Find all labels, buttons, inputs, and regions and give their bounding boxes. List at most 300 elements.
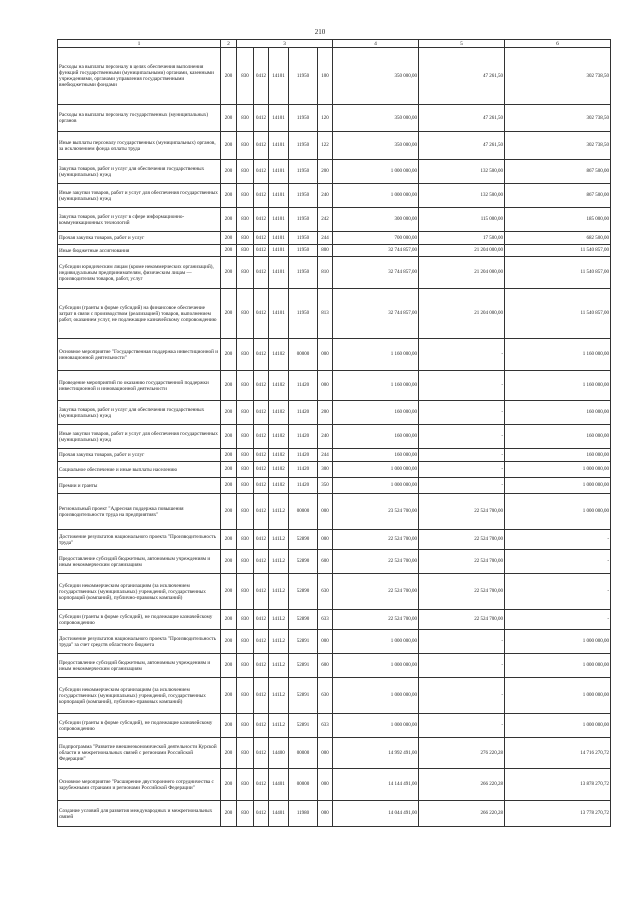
row-code-c3: 0412 (254, 449, 269, 462)
row-code-c6: 800 (318, 245, 333, 257)
row-code-c4: 141L2 (269, 574, 289, 610)
row-code-c6: 600 (318, 654, 333, 678)
row-code-c6: 240 (318, 425, 333, 449)
row-code-c2: 830 (237, 232, 254, 245)
row-code-c6: 100 (318, 48, 333, 105)
row-code-c4: 14102 (269, 462, 289, 478)
row-code-c4: 14101 (269, 48, 289, 105)
row-code-c1: 200 (221, 184, 237, 208)
row-code-c3: 0412 (254, 401, 269, 425)
row-amount-v1: 22 524 700,00 (333, 550, 419, 574)
row-code-c2: 830 (237, 462, 254, 478)
row-code-c1: 200 (221, 257, 237, 289)
row-code-c4: 14102 (269, 478, 289, 494)
row-code-c2: 830 (237, 371, 254, 401)
row-amount-v3: 160 000,00 (505, 401, 611, 425)
row-code-c6: 300 (318, 462, 333, 478)
row-code-c5: 52890 (289, 610, 318, 630)
row-name: Субсидии (гранты в форме субсидий), не подлежащие казначейскому сопровождению (58, 714, 221, 738)
row-name: Расходы на выплаты персоналу в целях обеспечения выполнения функций государственными (муниципальными) органами, казенными учреждениями, органами управления государственными внебюджетными фондами (58, 48, 221, 105)
row-code-c5: 00000 (289, 494, 318, 530)
row-amount-v1: 1 000 000,00 (333, 462, 419, 478)
row-code-c1: 200 (221, 208, 237, 232)
row-amount-v1: 22 524 700,00 (333, 530, 419, 550)
row-code-c3: 0412 (254, 425, 269, 449)
row-amount-v1: 14 144 491,00 (333, 769, 419, 801)
row-amount-v3: 13 878 270,72 (505, 769, 611, 801)
table-row (58, 371, 611, 401)
row-name: Иные закупки товаров, работ и услуг для обеспечения государственных (муниципальных) нужд (58, 425, 221, 449)
row-name: Премии и гранты (58, 478, 221, 494)
row-code-c5: 11950 (289, 232, 318, 245)
row-code-c6: 200 (318, 401, 333, 425)
row-code-c5: 00000 (289, 738, 318, 769)
row-code-c5: 11980 (289, 801, 318, 827)
row-name: Социальное обеспечение и иные выплаты населению (58, 462, 221, 478)
row-amount-v2: - (419, 449, 505, 462)
row-code-c3: 0412 (254, 257, 269, 289)
table-row (58, 550, 611, 574)
row-code-c5: 11950 (289, 257, 318, 289)
row-code-c1: 200 (221, 232, 237, 245)
row-amount-v3: 160 000,00 (505, 449, 611, 462)
row-name: Субсидии (гранты в форме субсидий), не подлежащие казначейскому сопровождению (58, 610, 221, 630)
row-code-c4: 14101 (269, 208, 289, 232)
row-amount-v3: 1 000 000,00 (505, 630, 611, 654)
row-amount-v3: 302 738,50 (505, 48, 611, 105)
row-code-c4: 14400 (269, 738, 289, 769)
row-code-c4: 141L2 (269, 610, 289, 630)
row-code-c1: 200 (221, 462, 237, 478)
row-amount-v3: 867 500,00 (505, 184, 611, 208)
row-code-c3: 0412 (254, 769, 269, 801)
row-amount-v2: 47 261,50 (419, 132, 505, 160)
row-code-c6: 000 (318, 738, 333, 769)
row-name: Иные выплаты персоналу государственных (муниципальных) органов, за исключением фонда оплаты труда (58, 132, 221, 160)
row-code-c1: 200 (221, 339, 237, 371)
row-code-c4: 14101 (269, 289, 289, 339)
table-row (58, 184, 611, 208)
row-code-c1: 200 (221, 574, 237, 610)
row-amount-v1: 350 000,00 (333, 48, 419, 105)
row-code-c5: 11420 (289, 462, 318, 478)
table-row (58, 257, 611, 289)
row-code-c4: 141L2 (269, 714, 289, 738)
row-code-c3: 0412 (254, 289, 269, 339)
row-amount-v3: 867 500,00 (505, 160, 611, 184)
row-code-c4: 14101 (269, 245, 289, 257)
row-amount-v1: 32 744 857,00 (333, 257, 419, 289)
row-amount-v2: 21 204 000,00 (419, 245, 505, 257)
row-code-c6: 633 (318, 714, 333, 738)
row-code-c4: 14102 (269, 425, 289, 449)
row-code-c5: 52890 (289, 550, 318, 574)
row-amount-v1: 350 000,00 (333, 132, 419, 160)
row-amount-v3: 682 500,00 (505, 232, 611, 245)
row-code-c5: 11950 (289, 289, 318, 339)
row-code-c2: 830 (237, 160, 254, 184)
row-name: Субсидии некоммерческим организациям (за исключением государственных (муниципальных) учреждений, государственных корпораций (компаний), публично-правовых компаний) (58, 678, 221, 714)
row-name: Иные закупки товаров, работ и услуг для обеспечения государственных (муниципальных) нужд (58, 184, 221, 208)
row-amount-v2: 21 204 000,00 (419, 289, 505, 339)
table-row (58, 289, 611, 339)
row-code-c6: 000 (318, 530, 333, 550)
row-code-c2: 830 (237, 245, 254, 257)
row-code-c3: 0412 (254, 530, 269, 550)
row-code-c2: 830 (237, 48, 254, 105)
row-amount-v2: - (419, 462, 505, 478)
row-code-c3: 0412 (254, 462, 269, 478)
row-code-c3: 0412 (254, 610, 269, 630)
row-code-c2: 830 (237, 654, 254, 678)
row-code-c5: 11950 (289, 160, 318, 184)
row-code-c6: 810 (318, 257, 333, 289)
row-code-c6: 200 (318, 160, 333, 184)
row-code-c3: 0412 (254, 738, 269, 769)
row-code-c6: 244 (318, 232, 333, 245)
row-amount-v1: 160 000,00 (333, 425, 419, 449)
row-code-c2: 830 (237, 184, 254, 208)
row-amount-v1: 1 000 000,00 (333, 630, 419, 654)
row-code-c3: 0412 (254, 208, 269, 232)
row-amount-v2: 266 220,28 (419, 769, 505, 801)
row-amount-v2: 21 204 000,00 (419, 257, 505, 289)
row-amount-v1: 32 744 857,00 (333, 245, 419, 257)
row-name: Закупка товаров, работ и услуг в сфере информационно-коммуникационных технологий (58, 208, 221, 232)
table-row (58, 105, 611, 132)
table-row (58, 738, 611, 769)
table-row (58, 160, 611, 184)
row-code-c1: 200 (221, 714, 237, 738)
row-code-c2: 830 (237, 401, 254, 425)
row-amount-v3: 11 540 857,00 (505, 289, 611, 339)
row-amount-v1: 1 000 000,00 (333, 654, 419, 678)
row-amount-v3: 302 738,50 (505, 132, 611, 160)
row-code-c3: 0412 (254, 714, 269, 738)
row-amount-v1: 1 160 000,00 (333, 371, 419, 401)
header-col-5: 5 (419, 40, 505, 48)
row-amount-v3: 185 000,00 (505, 208, 611, 232)
row-code-c6: 813 (318, 289, 333, 339)
row-code-c2: 830 (237, 494, 254, 530)
row-code-c3: 0412 (254, 801, 269, 827)
row-code-c1: 200 (221, 289, 237, 339)
row-code-c6: 000 (318, 339, 333, 371)
row-amount-v1: 1 160 000,00 (333, 339, 419, 371)
row-amount-v3: 1 000 000,00 (505, 478, 611, 494)
row-amount-v2: 276 220,28 (419, 738, 505, 769)
row-code-c3: 0412 (254, 654, 269, 678)
row-amount-v2: - (419, 630, 505, 654)
row-name: Прочая закупка товаров, работ и услуг (58, 449, 221, 462)
row-code-c5: 11950 (289, 48, 318, 105)
row-code-c3: 0412 (254, 184, 269, 208)
row-amount-v1: 1 000 000,00 (333, 160, 419, 184)
row-code-c2: 830 (237, 738, 254, 769)
row-code-c4: 14102 (269, 401, 289, 425)
row-amount-v2: 17 500,00 (419, 232, 505, 245)
row-amount-v3: 1 160 000,00 (505, 339, 611, 371)
row-code-c1: 200 (221, 610, 237, 630)
row-code-c3: 0412 (254, 48, 269, 105)
row-amount-v3: 11 540 857,00 (505, 245, 611, 257)
row-code-c2: 830 (237, 678, 254, 714)
row-code-c2: 830 (237, 257, 254, 289)
row-code-c5: 11950 (289, 184, 318, 208)
row-amount-v3: 302 738,50 (505, 105, 611, 132)
row-code-c3: 0412 (254, 574, 269, 610)
row-code-c6: 240 (318, 184, 333, 208)
row-code-c3: 0412 (254, 678, 269, 714)
row-code-c2: 830 (237, 630, 254, 654)
row-name: Субсидии некоммерческим организациям (за исключением государственных (муниципальных) учреждений, государственных корпораций (компаний), публично-правовых компаний) (58, 574, 221, 610)
row-name: Предоставление субсидий бюджетным, автономным учреждениям и иным некоммерческим организациям (58, 550, 221, 574)
row-amount-v3: 13 778 270,72 (505, 801, 611, 827)
row-code-c2: 830 (237, 208, 254, 232)
row-amount-v2: 22 524 700,00 (419, 610, 505, 630)
row-code-c6: 630 (318, 678, 333, 714)
row-amount-v3: 1 160 000,00 (505, 371, 611, 401)
row-code-c1: 200 (221, 630, 237, 654)
row-amount-v2: 22 524 700,00 (419, 530, 505, 550)
row-name: Достижение результатов национального проекта "Производительность труда" за счет средств областного бюджета (58, 630, 221, 654)
row-code-c5: 52891 (289, 654, 318, 678)
row-code-c5: 52890 (289, 574, 318, 610)
table-row (58, 494, 611, 530)
row-code-c2: 830 (237, 769, 254, 801)
row-code-c4: 14101 (269, 232, 289, 245)
row-amount-v1: 1 000 000,00 (333, 714, 419, 738)
row-code-c1: 200 (221, 769, 237, 801)
row-code-c1: 200 (221, 371, 237, 401)
row-code-c5: 00000 (289, 339, 318, 371)
row-amount-v2: - (419, 339, 505, 371)
row-code-c6: 350 (318, 478, 333, 494)
row-code-c2: 830 (237, 801, 254, 827)
row-code-c1: 200 (221, 550, 237, 574)
row-amount-v3: - (505, 610, 611, 630)
row-code-c4: 14101 (269, 105, 289, 132)
row-amount-v3: - (505, 530, 611, 550)
table-row (58, 610, 611, 630)
header-col-4: 4 (333, 40, 419, 48)
table-row (58, 574, 611, 610)
row-amount-v3: 160 000,00 (505, 425, 611, 449)
row-code-c3: 0412 (254, 232, 269, 245)
row-amount-v3: - (505, 574, 611, 610)
table-row (58, 339, 611, 371)
row-code-c2: 830 (237, 105, 254, 132)
row-code-c2: 830 (237, 574, 254, 610)
table-row (58, 678, 611, 714)
table-row (58, 462, 611, 478)
row-name: Создание условий для развития международных и межрегиональных связей (58, 801, 221, 827)
row-code-c3: 0412 (254, 132, 269, 160)
row-code-c6: 600 (318, 550, 333, 574)
row-code-c3: 0412 (254, 245, 269, 257)
row-code-c4: 141L2 (269, 550, 289, 574)
row-code-c5: 11950 (289, 208, 318, 232)
row-code-c1: 200 (221, 678, 237, 714)
row-code-c5: 11420 (289, 401, 318, 425)
row-amount-v3: 11 540 857,00 (505, 257, 611, 289)
row-amount-v2: - (419, 714, 505, 738)
budget-table (57, 39, 611, 827)
table-row (58, 769, 611, 801)
row-code-c6: 630 (318, 574, 333, 610)
row-code-c3: 0412 (254, 160, 269, 184)
table-row (58, 208, 611, 232)
row-code-c3: 0412 (254, 371, 269, 401)
row-amount-v2: - (419, 478, 505, 494)
row-amount-v2: - (419, 371, 505, 401)
row-code-c1: 200 (221, 48, 237, 105)
row-amount-v1: 350 000,00 (333, 105, 419, 132)
row-amount-v2: 132 500,00 (419, 160, 505, 184)
table-row (58, 801, 611, 827)
table-row (58, 530, 611, 550)
row-code-c3: 0412 (254, 630, 269, 654)
row-amount-v1: 32 744 857,00 (333, 289, 419, 339)
row-code-c4: 14101 (269, 184, 289, 208)
row-name: Региональный проект "Адресная поддержка повышения производительности труда на предприятиях" (58, 494, 221, 530)
row-amount-v1: 14 044 491,00 (333, 801, 419, 827)
row-code-c1: 200 (221, 160, 237, 184)
row-amount-v3: 1 000 000,00 (505, 494, 611, 530)
table-row (58, 245, 611, 257)
row-code-c1: 200 (221, 530, 237, 550)
row-code-c3: 0412 (254, 478, 269, 494)
row-amount-v3: 1 000 000,00 (505, 678, 611, 714)
row-amount-v1: 23 524 700,00 (333, 494, 419, 530)
row-code-c1: 200 (221, 478, 237, 494)
row-code-c2: 830 (237, 339, 254, 371)
row-code-c4: 14101 (269, 257, 289, 289)
row-code-c5: 11950 (289, 105, 318, 132)
row-code-c6: 242 (318, 208, 333, 232)
row-code-c2: 830 (237, 610, 254, 630)
page-number: 210 (314, 28, 326, 36)
row-amount-v2: - (419, 678, 505, 714)
row-code-c4: 141L2 (269, 630, 289, 654)
row-code-c4: 14102 (269, 449, 289, 462)
row-name: Закупка товаров, работ и услуг для обеспечения государственных (муниципальных) нужд (58, 401, 221, 425)
row-amount-v1: 300 000,00 (333, 208, 419, 232)
row-code-c3: 0412 (254, 105, 269, 132)
row-amount-v1: 1 000 000,00 (333, 678, 419, 714)
table-body (58, 48, 611, 827)
row-code-c5: 11420 (289, 371, 318, 401)
row-code-c5: 11420 (289, 425, 318, 449)
row-name: Основное мероприятие "Государственная поддержка инвестиционной и инновационной деятельности" (58, 339, 221, 371)
row-code-c3: 0412 (254, 339, 269, 371)
row-code-c1: 200 (221, 654, 237, 678)
row-amount-v2: 22 524 700,00 (419, 574, 505, 610)
row-code-c2: 830 (237, 449, 254, 462)
row-code-c3: 0412 (254, 494, 269, 530)
row-name: Подпрограмма "Развитие внешнеэкономической деятельности Курской области и межрегиональных связей с регионами Российской Федерации" (58, 738, 221, 769)
row-amount-v3: - (505, 550, 611, 574)
row-code-c6: 000 (318, 630, 333, 654)
row-code-c4: 141L2 (269, 494, 289, 530)
header-col-6: 6 (505, 40, 611, 48)
row-amount-v2: 115 000,00 (419, 208, 505, 232)
row-amount-v2: 266 220,28 (419, 801, 505, 827)
row-amount-v3: 1 000 000,00 (505, 462, 611, 478)
row-amount-v1: 22 524 700,00 (333, 574, 419, 610)
row-name: Субсидии юридическим лицам (кроме некоммерческих организаций), индивидуальным предпринимателям, физическим лицам — производителям товаров, работ, услуг (58, 257, 221, 289)
row-amount-v1: 160 000,00 (333, 401, 419, 425)
table-row (58, 654, 611, 678)
row-name: Проведение мероприятий по оказанию государственной поддержки инвестиционной и инновационной деятельности (58, 371, 221, 401)
row-code-c4: 14101 (269, 132, 289, 160)
table-row (58, 48, 611, 105)
row-amount-v3: 14 716 270,72 (505, 738, 611, 769)
row-code-c4: 14401 (269, 801, 289, 827)
row-amount-v2: 47 261,50 (419, 48, 505, 105)
row-code-c5: 11420 (289, 449, 318, 462)
row-amount-v2: - (419, 654, 505, 678)
table-row (58, 401, 611, 425)
row-code-c2: 830 (237, 478, 254, 494)
row-amount-v1: 14 992 491,00 (333, 738, 419, 769)
row-code-c5: 52890 (289, 530, 318, 550)
row-code-c6: 244 (318, 449, 333, 462)
row-name: Иные бюджетные ассигнования (58, 245, 221, 257)
row-code-c1: 200 (221, 801, 237, 827)
table-row (58, 232, 611, 245)
row-code-c1: 200 (221, 449, 237, 462)
row-amount-v2: - (419, 401, 505, 425)
row-code-c6: 633 (318, 610, 333, 630)
row-code-c1: 200 (221, 425, 237, 449)
row-code-c3: 0412 (254, 550, 269, 574)
row-code-c6: 000 (318, 371, 333, 401)
row-name: Прочая закупка товаров, работ и услуг (58, 232, 221, 245)
table-row (58, 132, 611, 160)
row-amount-v3: 1 000 000,00 (505, 714, 611, 738)
table-row (58, 425, 611, 449)
row-name: Субсидии (гранты в форме субсидий) на финансовое обеспечение затрат в связи с производством (реализацией) товаров, выполнением работ, оказанием услуг, не подлежащие казначейскому сопровождению (58, 289, 221, 339)
header-col-3: 3 (237, 40, 333, 48)
row-code-c4: 14102 (269, 339, 289, 371)
table-row (58, 478, 611, 494)
row-code-c1: 200 (221, 105, 237, 132)
row-code-c2: 830 (237, 714, 254, 738)
row-amount-v2: - (419, 425, 505, 449)
row-code-c1: 200 (221, 494, 237, 530)
row-code-c2: 830 (237, 530, 254, 550)
row-code-c5: 00000 (289, 769, 318, 801)
row-amount-v1: 1 000 000,00 (333, 184, 419, 208)
table-row (58, 630, 611, 654)
row-name: Предоставление субсидий бюджетным, автономным учреждениям и иным некоммерческим организациям (58, 654, 221, 678)
row-name: Достижение результатов национального проекта "Производительность труда" (58, 530, 221, 550)
row-code-c2: 830 (237, 289, 254, 339)
row-amount-v3: 1 000 000,00 (505, 654, 611, 678)
row-amount-v1: 22 524 700,00 (333, 610, 419, 630)
table-row (58, 714, 611, 738)
row-code-c2: 830 (237, 132, 254, 160)
row-code-c6: 000 (318, 769, 333, 801)
header-col-1: 1 (58, 40, 221, 48)
row-code-c5: 11420 (289, 478, 318, 494)
row-code-c1: 200 (221, 738, 237, 769)
row-amount-v2: 22 524 700,00 (419, 494, 505, 530)
row-name: Основное мероприятие "Расширение двустороннего сотрудничества с зарубежными странами и регионами Российской Федерации" (58, 769, 221, 801)
row-code-c4: 14102 (269, 371, 289, 401)
row-code-c2: 830 (237, 425, 254, 449)
